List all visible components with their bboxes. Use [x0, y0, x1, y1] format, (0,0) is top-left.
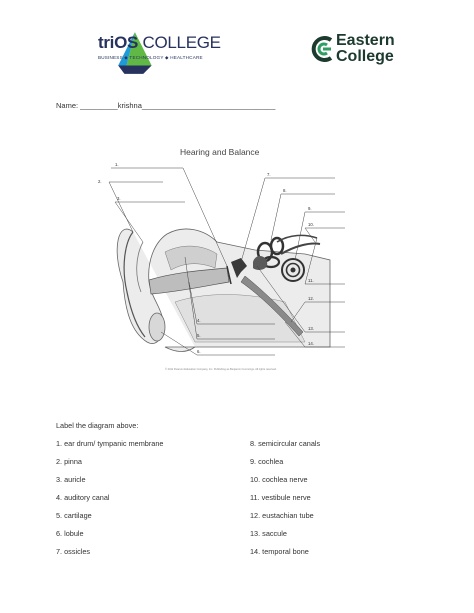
answer-7: 7. ossicles [56, 547, 91, 556]
answer-13: 13. saccule [250, 529, 287, 538]
diagram-label-11: 11. [308, 278, 314, 283]
trios-tagline: BUSINESS ◆ TECHNOLOGY ◆ HEALTHCARE [98, 55, 203, 60]
diagram-label-7: 7. [267, 172, 271, 177]
eastern-college-logo-icon [313, 35, 335, 63]
diagram-label-13: 13. [308, 326, 314, 331]
answer-10: 10. cochlea nerve [250, 475, 308, 484]
student-name-line: Name: _________krishna________________________________ [56, 101, 276, 110]
diagram-label-10: 10. [308, 222, 314, 227]
lobule-shape [149, 313, 165, 341]
answer-9: 9. cochlea [250, 457, 284, 466]
label-instruction: Label the diagram above: [56, 421, 139, 430]
diagram-copyright: © 2011 Pearson Education Company, Inc. Publishing as Benjamin Cummings. All rights reserved. [165, 368, 277, 371]
answer-3: 3. auricle [56, 475, 86, 484]
diagram-label-9: 9. [308, 206, 312, 211]
ear-anatomy-diagram [98, 142, 350, 379]
answer-1: 1. ear drum/ tympanic membrane [56, 439, 164, 448]
diagram-label-3: 3. [117, 196, 121, 201]
diagram-label-4: 4. [197, 318, 201, 323]
answer-2: 2. pinna [56, 457, 82, 466]
answer-5: 5. cartilage [56, 511, 92, 520]
answer-8: 8. semicircular canals [250, 439, 321, 448]
answer-6: 6. lobule [56, 529, 84, 538]
trios-logo-navy-facet [118, 66, 151, 74]
diagram-title: Hearing and Balance [180, 147, 260, 157]
diagram-label-2: 2. [98, 179, 102, 184]
diagram-label-14: 14. [308, 341, 314, 346]
diagram-label-1: 1. [115, 162, 119, 167]
eastern-college-name-line2: College [336, 48, 394, 65]
cochlea-inner [291, 268, 296, 273]
answer-12: 12. eustachian tube [250, 511, 314, 520]
eastern-college-name-line1: Eastern [336, 32, 395, 49]
answer-11: 11. vestibule nerve [250, 493, 311, 502]
answer-14: 14. temporal bone [250, 547, 309, 556]
answer-4: 4. auditory canal [56, 493, 110, 502]
trios-brand-name: triOS COLLEGE [98, 33, 221, 52]
diagram-label-8: 8. [283, 188, 287, 193]
diagram-label-6: 6. [197, 349, 201, 354]
diagram-label-12: 12. [308, 296, 314, 301]
diagram-label-5: 5. [197, 333, 201, 338]
